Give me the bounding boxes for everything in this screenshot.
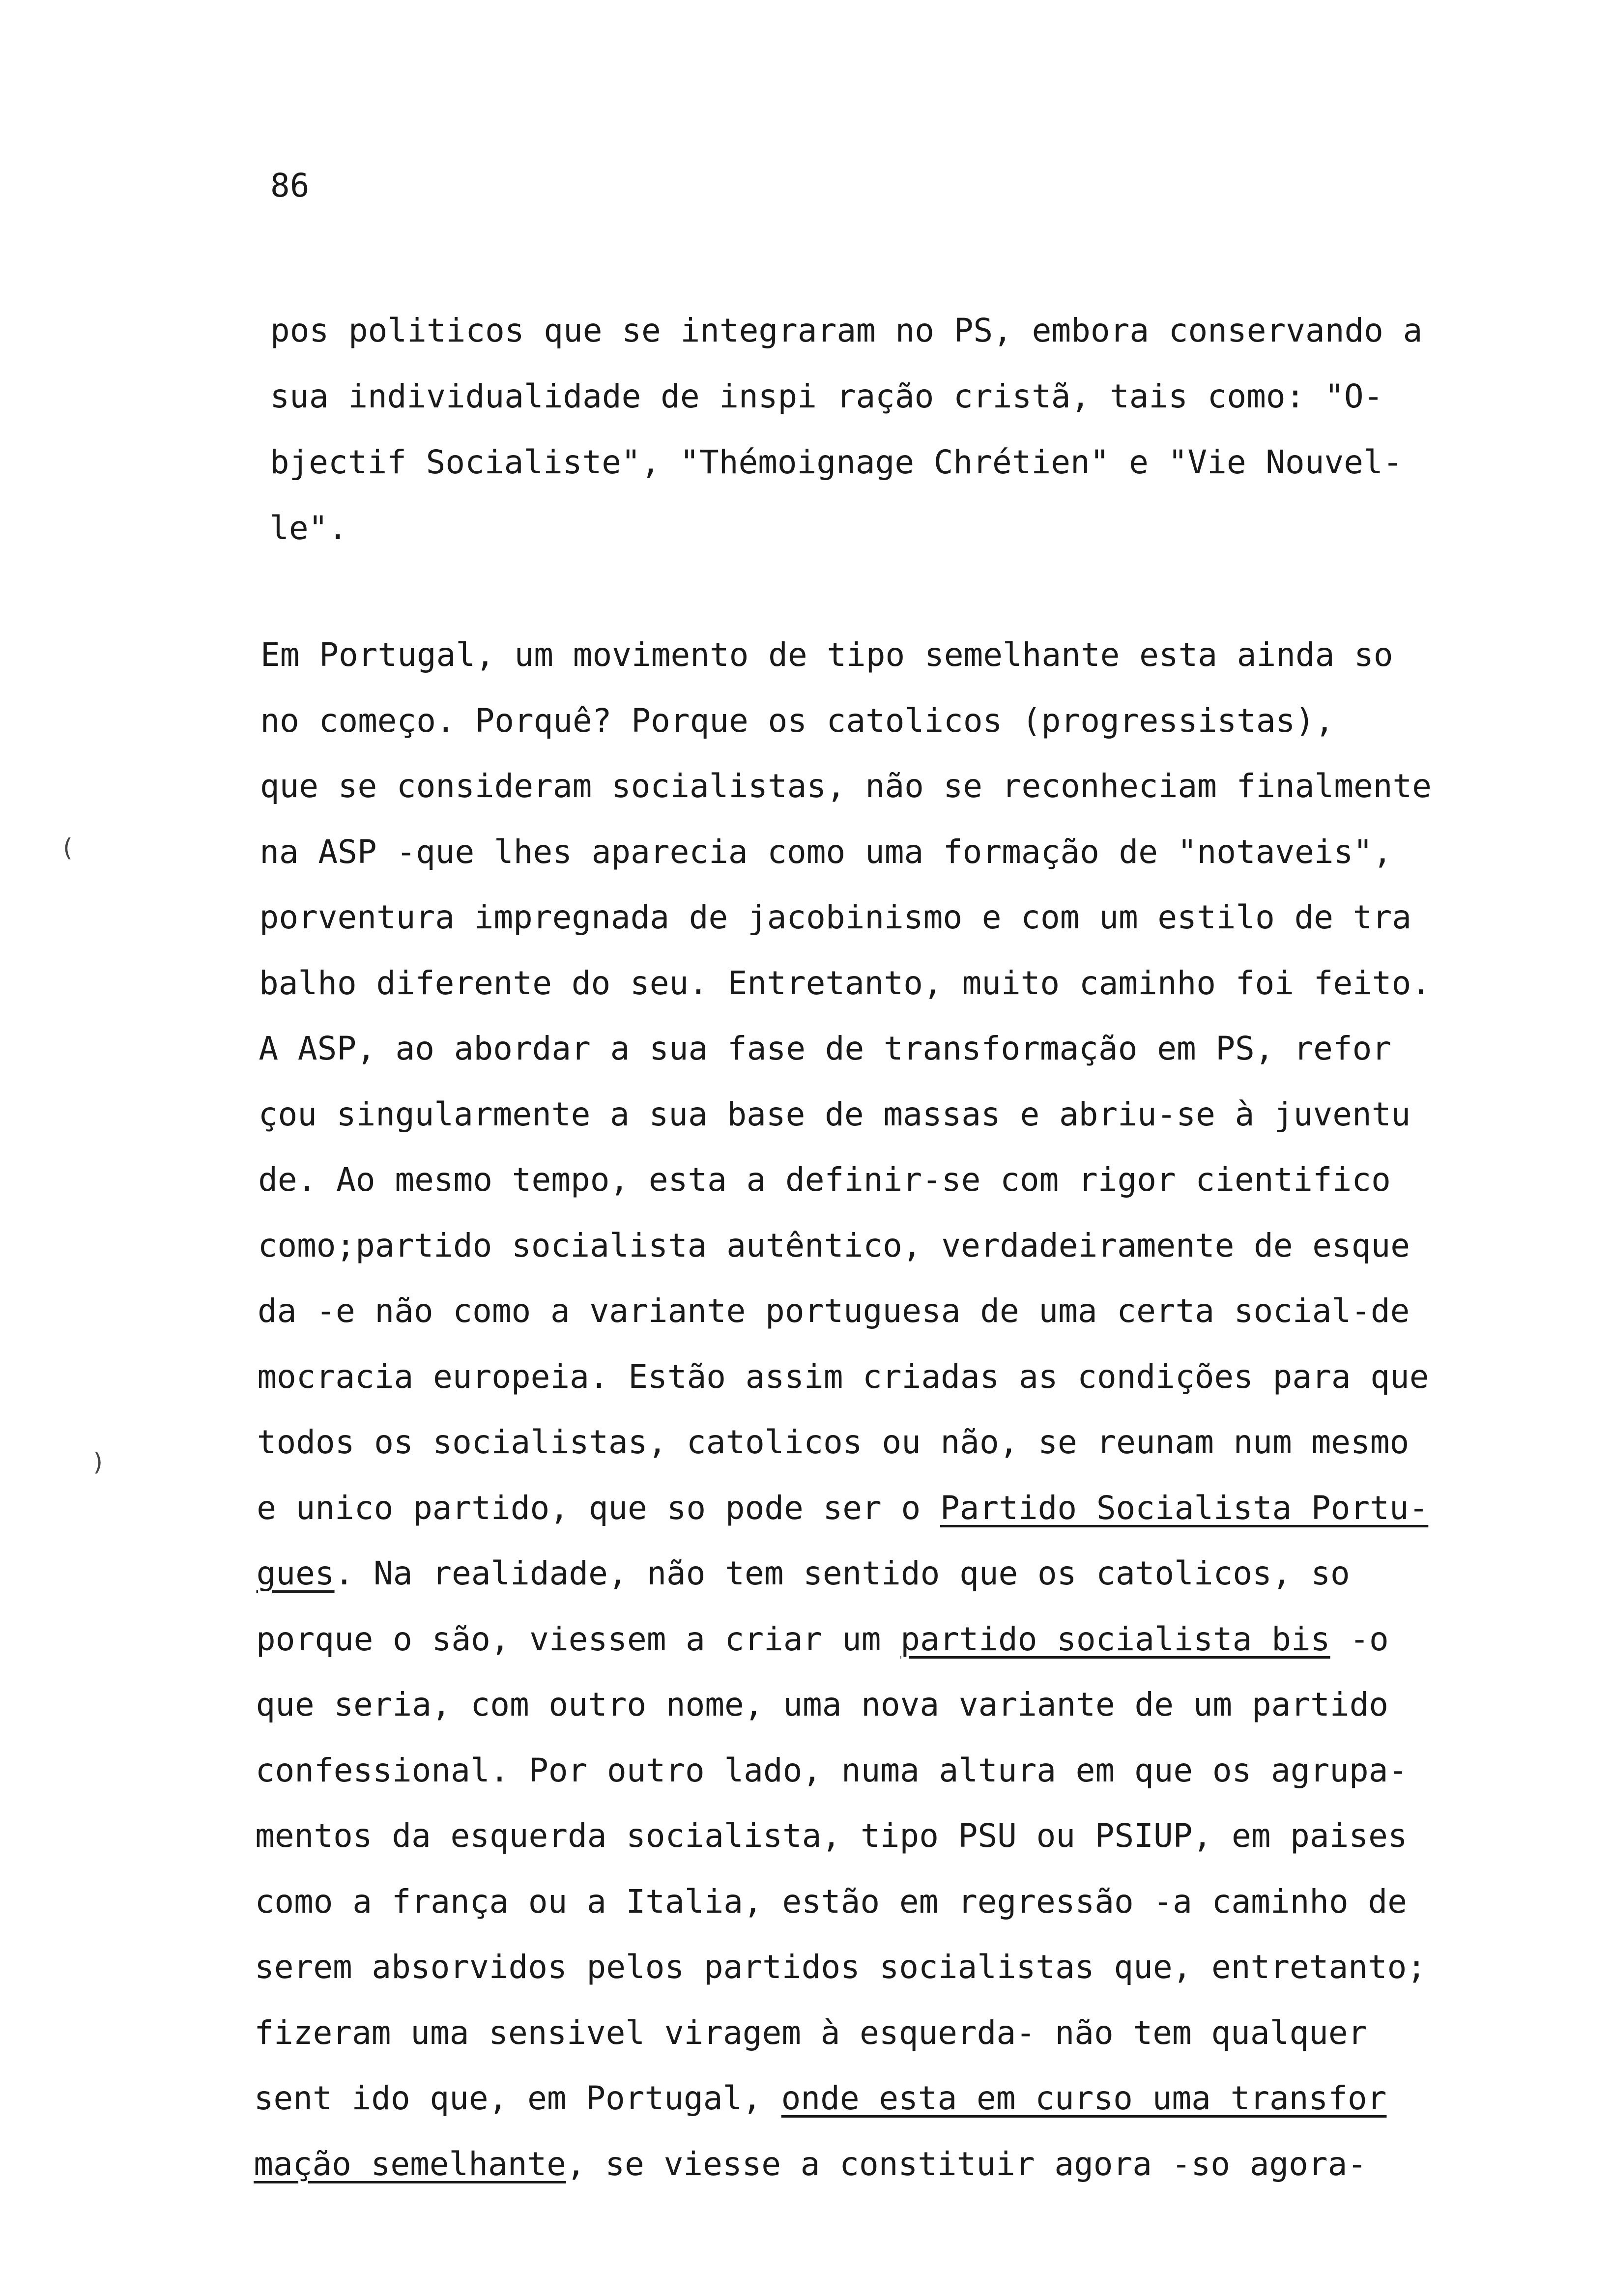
text-segment: que seria, com outro nome, uma nova variante de um partido	[256, 1686, 1389, 1723]
text-line	[255, 1751, 1408, 1789]
text-line	[255, 1948, 1427, 1986]
text-segment: de. Ao mesmo tempo, esta a definir-se com rigor cientifico	[258, 1161, 1391, 1199]
text-segment: -o	[1330, 1620, 1389, 1658]
text-segment: que se consideram socialistas, não se reconheciam finalmente	[259, 767, 1432, 805]
text-segment: sua individualidade de inspi ração cristã, tais como: "O-	[270, 377, 1383, 415]
text-segment: . Na realidade, não tem sentido que os catolicos, so	[334, 1554, 1350, 1592]
text-line	[258, 1226, 1410, 1264]
underlined-text: mação semelhante	[254, 2145, 566, 2183]
text-segment: Em Portugal, um movimento de tipo semelhante esta ainda so	[260, 636, 1393, 674]
text-line	[258, 1292, 1410, 1330]
text-segment: mocracia europeia. Estão assim criadas as condições para que	[257, 1357, 1429, 1396]
text-line	[257, 1423, 1410, 1461]
text-line	[258, 1095, 1411, 1133]
text-line	[254, 2079, 1387, 2117]
text-line	[257, 1489, 1429, 1527]
page-number: 86	[270, 167, 310, 204]
text-segment: porque o são, viessem a criar um	[256, 1620, 901, 1658]
text-segment: çou singularmente a sua base de massas e abriu-se à juventu	[258, 1095, 1411, 1133]
underlined-text: gues	[256, 1554, 335, 1592]
text-line	[259, 767, 1432, 805]
text-line	[259, 964, 1431, 1002]
text-segment: serem absorvidos pelos partidos socialistas que, entretanto;	[255, 1948, 1427, 1986]
text-line	[270, 377, 1383, 415]
text-segment: sent ido que, em Portugal,	[254, 2079, 781, 2117]
text-segment: confessional. Por outro lado, numa altura em que os agrupa-	[255, 1751, 1408, 1789]
text-segment: como a frança ou a Italia, estão em regressão -a caminho de	[255, 1882, 1407, 1921]
text-segment: balho diferente do seu. Entretanto, muito caminho foi feito.	[259, 964, 1431, 1002]
text-line	[256, 1686, 1389, 1723]
text-segment: na ASP -que lhes aparecia como uma formação de "notaveis",	[259, 832, 1392, 871]
text-segment: bjectif Socialiste", "Thémoignage Chrétien" e "Vie Nouvel-	[269, 443, 1403, 481]
text-segment: no começo. Porquê? Porque os catolicos (progressistas),	[260, 701, 1334, 740]
underlined-text: Partido Socialista Portu-	[940, 1489, 1429, 1527]
text-segment: como;partido socialista autêntico, verdadeiramente de esque	[258, 1226, 1410, 1264]
text-segment: pos politicos que se integraram no PS, embora conservando a	[270, 312, 1423, 349]
text-line	[258, 1161, 1391, 1199]
text-line	[255, 1817, 1408, 1855]
text-line	[260, 701, 1334, 740]
text-line	[254, 2013, 1368, 2052]
text-line	[256, 1620, 1389, 1658]
text-segment: , se viesse a constituir agora -so agora-	[566, 2145, 1367, 2183]
text-line	[259, 898, 1411, 936]
text-segment: todos os socialistas, catolicos ou não, se reunam num mesmo	[257, 1423, 1410, 1461]
text-line	[255, 1882, 1407, 1921]
text-line	[269, 443, 1403, 481]
text-line	[259, 1030, 1392, 1067]
text-line	[257, 1357, 1429, 1396]
text-segment: fizeram uma sensivel viragem à esquerda- não tem qualquer	[254, 2013, 1368, 2052]
text-line	[256, 1554, 1350, 1592]
text-segment: porventura impregnada de jacobinismo e com um estilo de tra	[259, 898, 1411, 936]
margin-mark-left-close: )	[91, 1448, 106, 1476]
underlined-text: partido socialista bis	[900, 1620, 1330, 1658]
text-segment: da -e não como a variante portuguesa de uma certa social-de	[258, 1292, 1410, 1330]
text-line	[259, 832, 1392, 871]
text-segment: mentos da esquerda socialista, tipo PSU ou PSIUP, em paises	[255, 1817, 1408, 1855]
text-line	[269, 509, 348, 547]
underlined-text: onde esta em curso uma transfor	[781, 2079, 1387, 2117]
text-segment: e unico partido, que so pode ser o	[257, 1489, 940, 1527]
text-line	[254, 2145, 1367, 2183]
text-segment: A ASP, ao abordar a sua fase de transformação em PS, refor	[259, 1030, 1392, 1067]
text-segment: le".	[269, 509, 348, 547]
text-line	[260, 636, 1393, 674]
margin-mark-left-open: (	[60, 833, 75, 862]
text-line	[270, 312, 1423, 349]
